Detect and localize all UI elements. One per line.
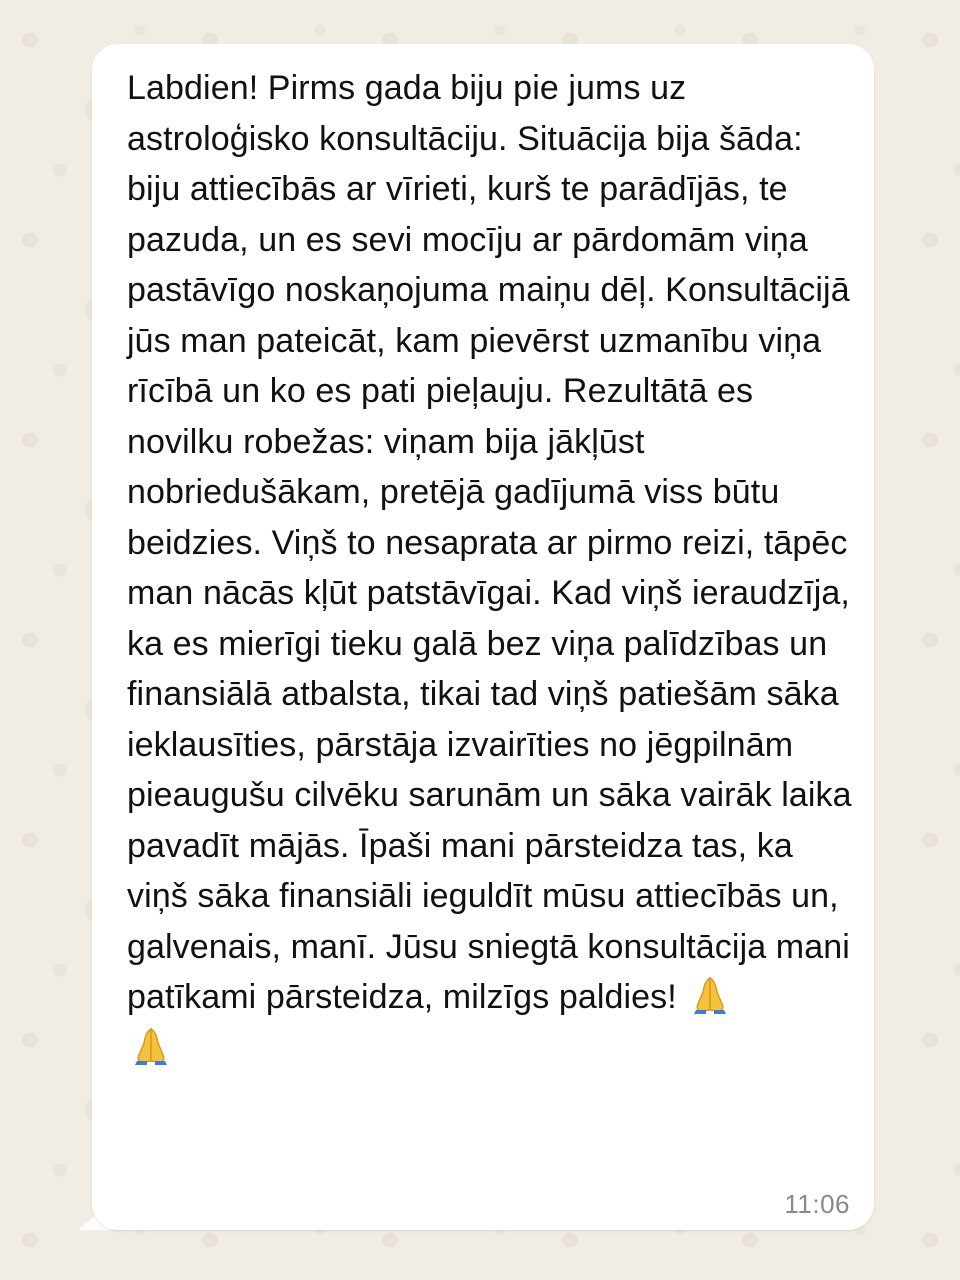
message-timestamp: 11:06: [784, 1189, 850, 1219]
message-content: [127, 63, 852, 1073]
message-bubble[interactable]: [92, 44, 874, 1230]
folded-hands-icon: [127, 1025, 175, 1065]
folded-hands-icon: [686, 974, 734, 1014]
message-text: Labdien! Pirms gada biju pie jums uz astroloģisko konsultāciju. Situācija bija šāda: biju attiecībās ar vīrieti, kurš te parādījās, te pazuda, un es sevi mocīju ar pārdomām viņa pastāvīgo noskaņojuma maiņu dēļ. Konsultācijā jūs man pateicāt, kam pievērst uzmanību viņa rīcībā un ko es pati pieļauju. Rezultātā es novilku robežas: viņam bija jākļūst nobriedušākam, pretējā gadījumā viss būtu beidzies. Viņš to nesaprata ar pirmo reizi, tāpēc man nācās kļūt patstāvīgai. Kad viņš ieraudzīja, ka es mierīgi tieku galā bez viņa palīdzības un finansiālā atbalsta, tikai tad viņš patiešām sāka ieklausīties, pārstāja izvairīties no jēgpilnām pieaugušu cilvēku sarunām un sāka vairāk laika pavadīt mājās. Īpaši mani pārsteidza tas, ka viņš sāka finansiāli ieguldīt mūsu attiecībās un, galvenais, manī. Jūsu sniegtā konsultācija mani patīkami pārsteidza, milzīgs paldies!: [127, 69, 852, 1016]
